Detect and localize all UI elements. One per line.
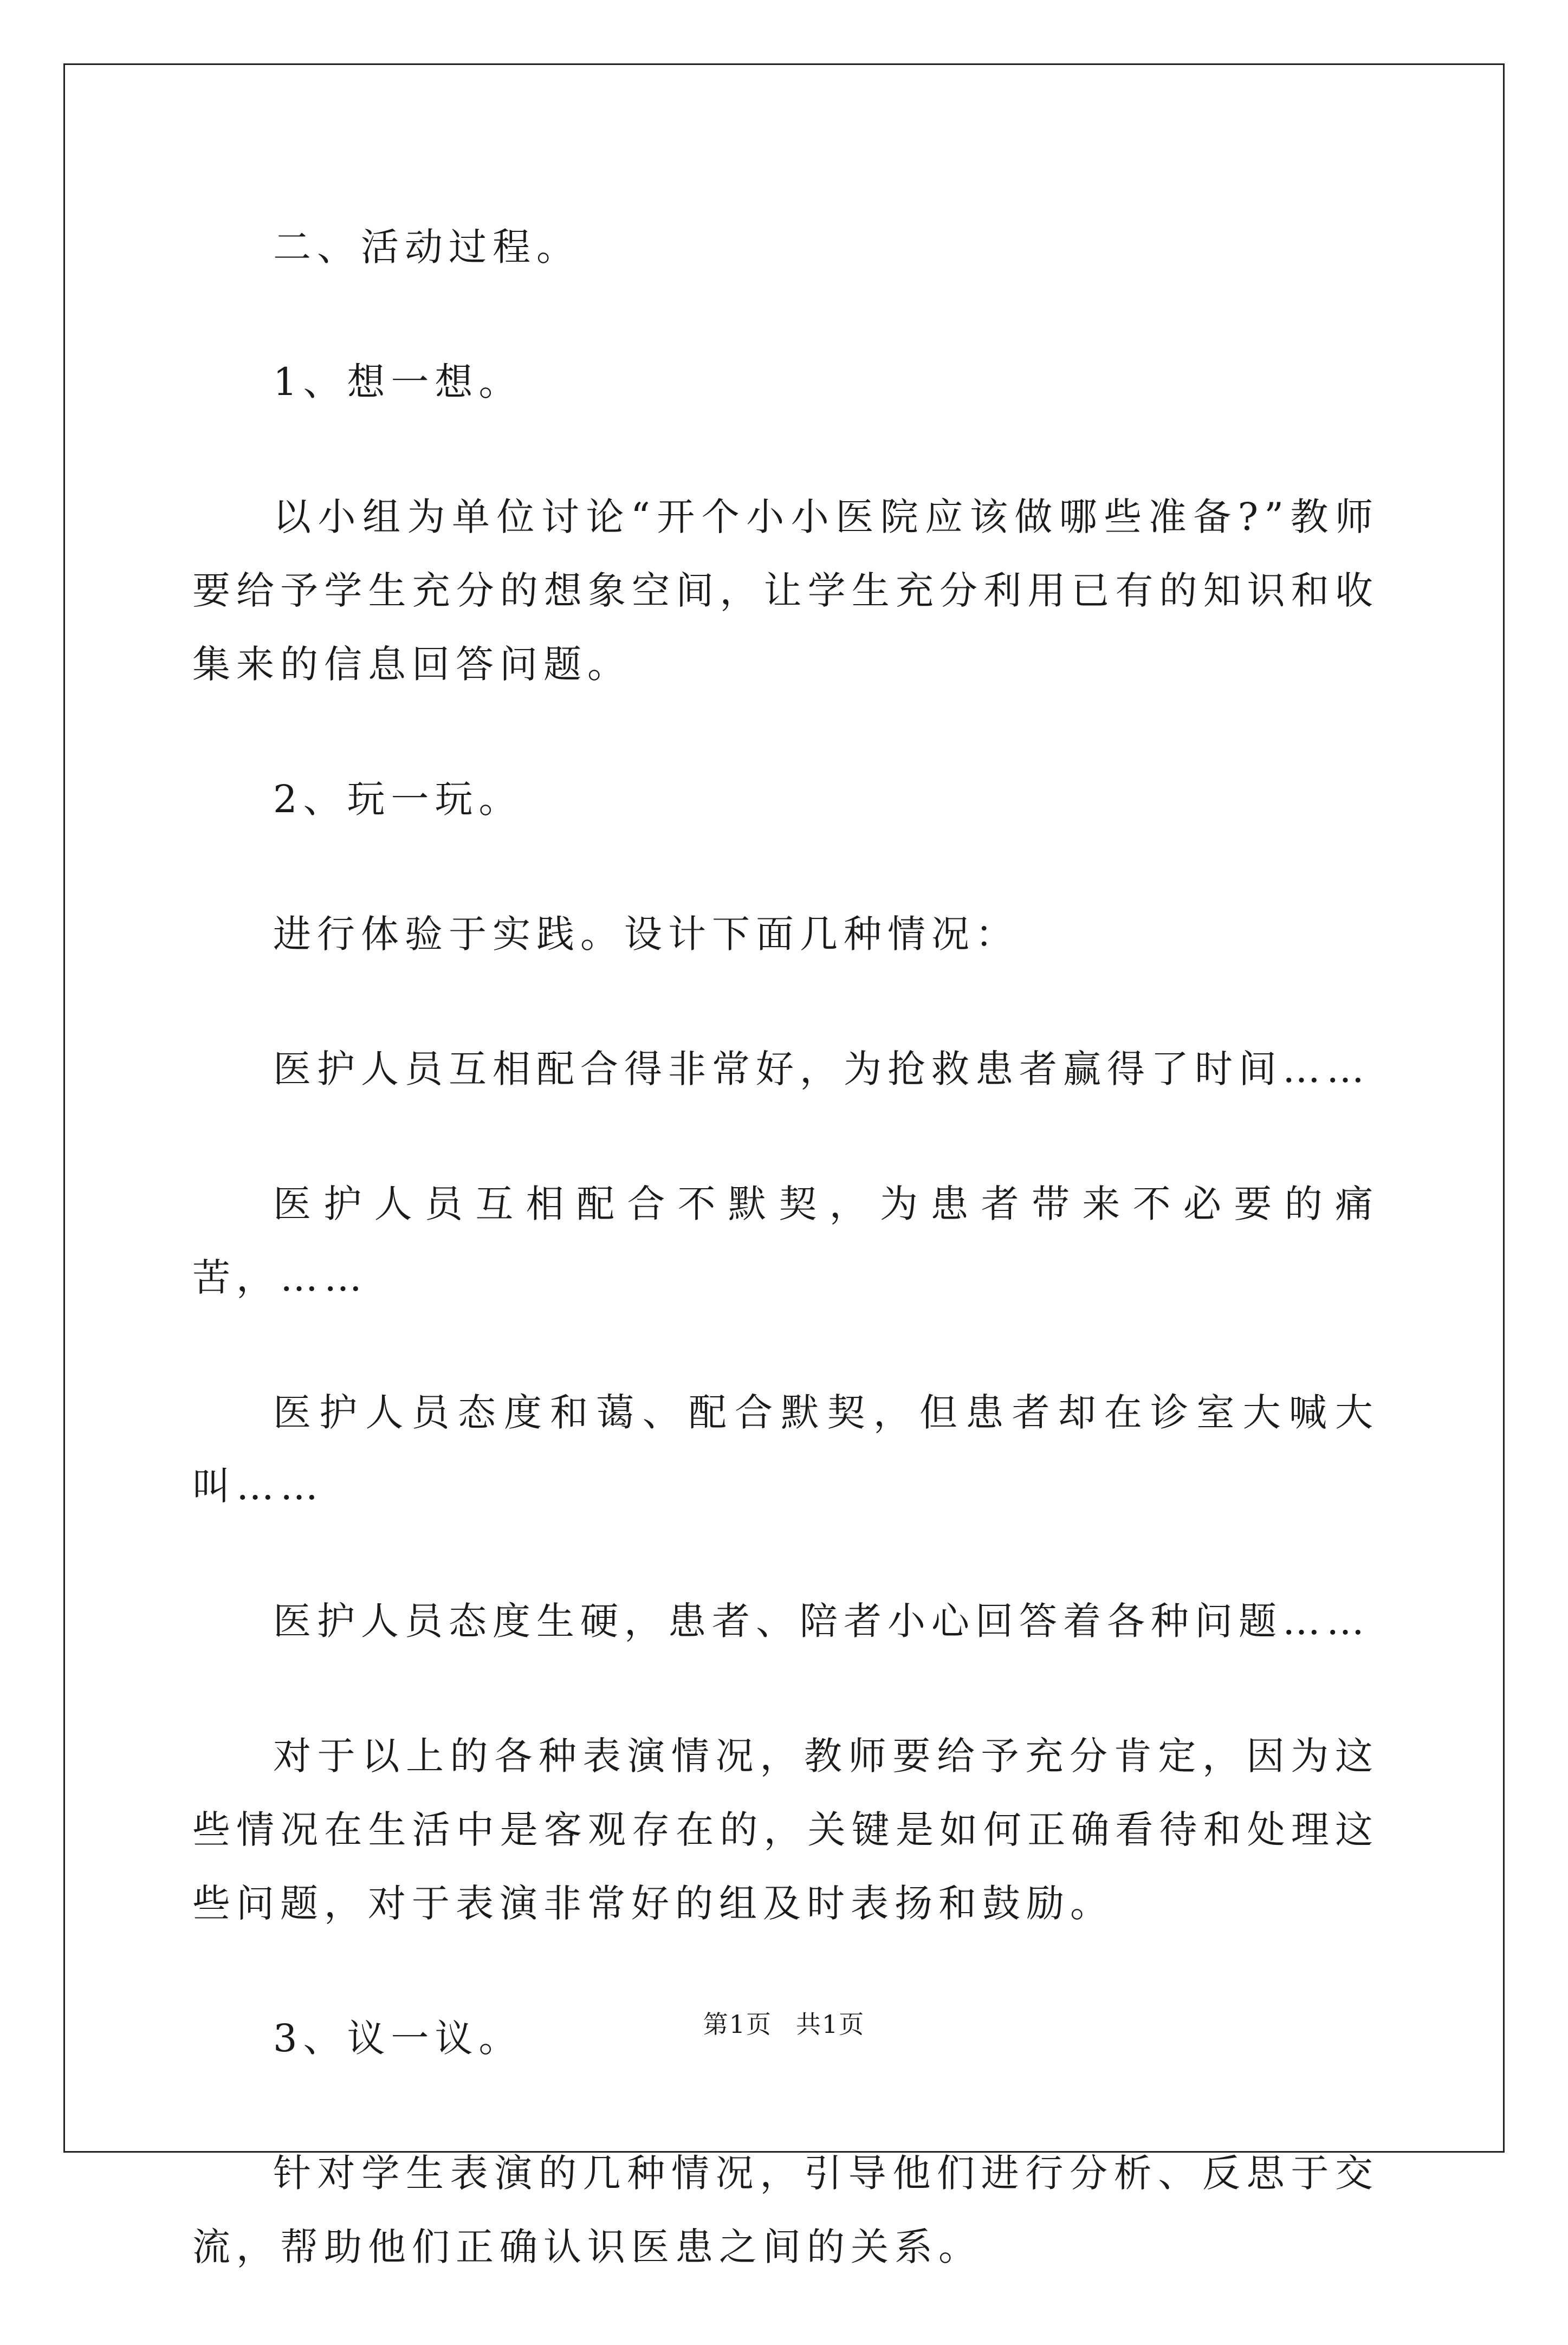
step-heading-discuss: 3、议一议。 (273, 2016, 523, 2061)
page-total: 共1页 (796, 2010, 865, 2039)
step-heading-play: 2、玩一玩。 (273, 777, 523, 821)
section-heading: 二、活动过程。 (273, 225, 580, 269)
paragraph-discussion: 以小组为单位讨论“开个小小医院应该做哪些准备?”教师要给予学生充分的想象空间，让学生充分利用已有的知识和收集来的信息回答问题。 (192, 495, 1379, 686)
paragraph-analysis: 针对学生表演的几种情况，引导他们进行分析、反思于交流，帮助他们正确认识医患之间的关系。 (192, 2151, 1379, 2269)
page-number: 第1页 (703, 2010, 772, 2039)
paragraph-performance-feedback: 对于以上的各种表演情况，教师要给予充分肯定，因为这些情况在生活中是客观存在的，关键是如何正确看待和处理这些问题，对于表演非常好的组及时表扬和鼓励。 (192, 1734, 1379, 1926)
scenario-item: 医护人员态度和蔼、配合默契，但患者却在诊室大喊大叫…… (192, 1390, 1379, 1508)
scenario-item: 医护人员互相配合得非常好，为抢救患者赢得了时间…… (273, 1047, 1370, 1091)
scenario-item: 医护人员互相配合不默契，为患者带来不必要的痛苦，…… (192, 1182, 1379, 1300)
scenario-item: 医护人员态度生硬，患者、陪者小心回答着各种问题…… (273, 1599, 1370, 1643)
step-heading-think: 1、想一想。 (273, 360, 523, 404)
page-footer (0, 2005, 1568, 2040)
paragraph-practice-intro: 进行体验于实践。设计下面几种情况： (273, 912, 1019, 956)
